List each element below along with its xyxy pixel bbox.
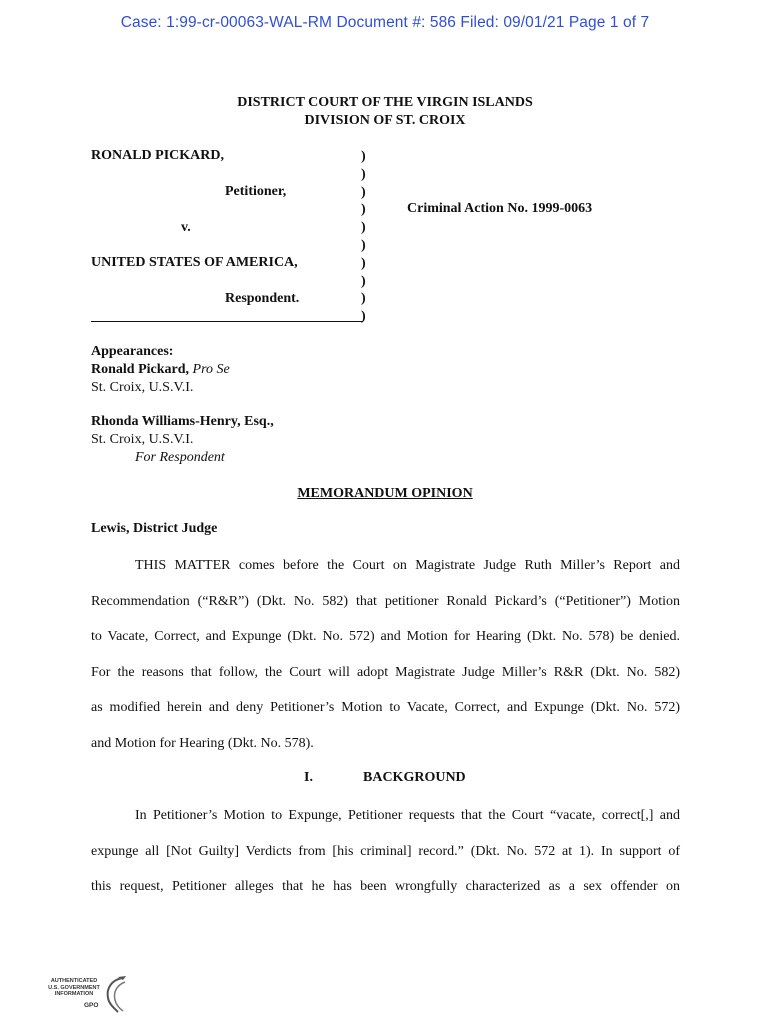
paragraph-line: this request, Petitioner alleges that he has been wrongfully characterized as a sex offender on	[91, 879, 680, 894]
seal-line: U.S. GOVERNMENT	[48, 984, 100, 991]
paragraph-line: For the reasons that follow, the Court will adopt Magistrate Judge Miller’s R&R (Dkt. No. 582)	[91, 665, 680, 680]
appearance-party1	[91, 361, 274, 379]
paragraph-line: as modified herein and deny Petitioner’s Motion to Vacate, Correct, and Expunge (Dkt. No. 572)	[91, 700, 680, 715]
respondent-role: Respondent.	[225, 291, 300, 306]
paragraph-line: Recommendation (“R&R”) (Dkt. No. 582) that petitioner Ronald Pickard’s (“Petitioner”) Motion	[91, 594, 680, 609]
judge-name: Lewis, District Judge	[91, 521, 218, 536]
section-number: I.	[304, 770, 313, 785]
opinion-title: MEMORANDUM OPINION	[297, 486, 473, 501]
paragraph-line: expunge all [Not Guilty] Verdicts from [his criminal] record.” (Dkt. No. 572 at 1). In support of	[91, 844, 680, 859]
caption-parentheses	[361, 148, 366, 326]
paren: )	[361, 220, 366, 236]
party2-location: St. Croix, U.S.V.I.	[91, 432, 194, 447]
respondent-name: UNITED STATES OF AMERICA,	[91, 255, 298, 270]
seal-line: INFORMATION	[54, 991, 94, 997]
paragraph-line: In Petitioner’s Motion to Expunge, Petitioner requests that the Court “vacate, correct[,] and	[135, 808, 680, 823]
paren: )	[361, 149, 366, 164]
paren: )	[361, 202, 366, 218]
seal-line: AUTHENTICATED	[50, 978, 98, 984]
party1-status: Pro Se	[192, 362, 230, 377]
paren: )	[361, 291, 366, 307]
paren: )	[361, 237, 366, 253]
paren: )	[361, 184, 366, 200]
paragraph-line: THIS MATTER comes before the Court on Magistrate Judge Ruth Miller’s Report and	[135, 558, 680, 573]
party1-location: St. Croix, U.S.V.I.	[91, 380, 194, 395]
appearances-heading: Appearances:	[91, 344, 174, 359]
paren: )	[361, 309, 366, 325]
party2-role: For Respondent	[135, 450, 225, 465]
paren: )	[361, 273, 366, 289]
paragraph-line: and Motion for Hearing (Dkt. No. 578).	[91, 736, 314, 751]
paren: )	[361, 255, 366, 271]
party1-name: Ronald Pickard,	[91, 362, 190, 377]
filing-header: Case: 1:99-cr-00063-WAL-RM Document #: 586 Filed: 09/01/21 Page 1 of 7	[120, 14, 650, 31]
caption-rule	[91, 321, 363, 322]
case-number: Criminal Action No. 1999-0063	[407, 201, 593, 216]
petitioner-role: Petitioner,	[225, 184, 287, 199]
versus: v.	[181, 220, 191, 235]
court-heading	[0, 94, 770, 130]
petitioner-name: RONALD PICKARD,	[91, 148, 224, 163]
party2-name: Rhonda Williams-Henry, Esq.,	[91, 414, 274, 429]
appearances	[91, 343, 274, 467]
eagle-icon	[92, 974, 132, 1016]
seal-tag: GPO	[84, 1002, 99, 1009]
section-title: BACKGROUND	[363, 770, 466, 785]
paren: )	[361, 166, 366, 182]
paragraph-line: to Vacate, Correct, and Expunge (Dkt. No. 572) and Motion for Hearing (Dkt. No. 578) be denied.	[91, 629, 680, 644]
gpo-authentication-seal	[44, 974, 128, 1016]
court-name: DISTRICT COURT OF THE VIRGIN ISLANDS	[237, 95, 533, 110]
court-division: DIVISION OF ST. CROIX	[304, 113, 466, 128]
